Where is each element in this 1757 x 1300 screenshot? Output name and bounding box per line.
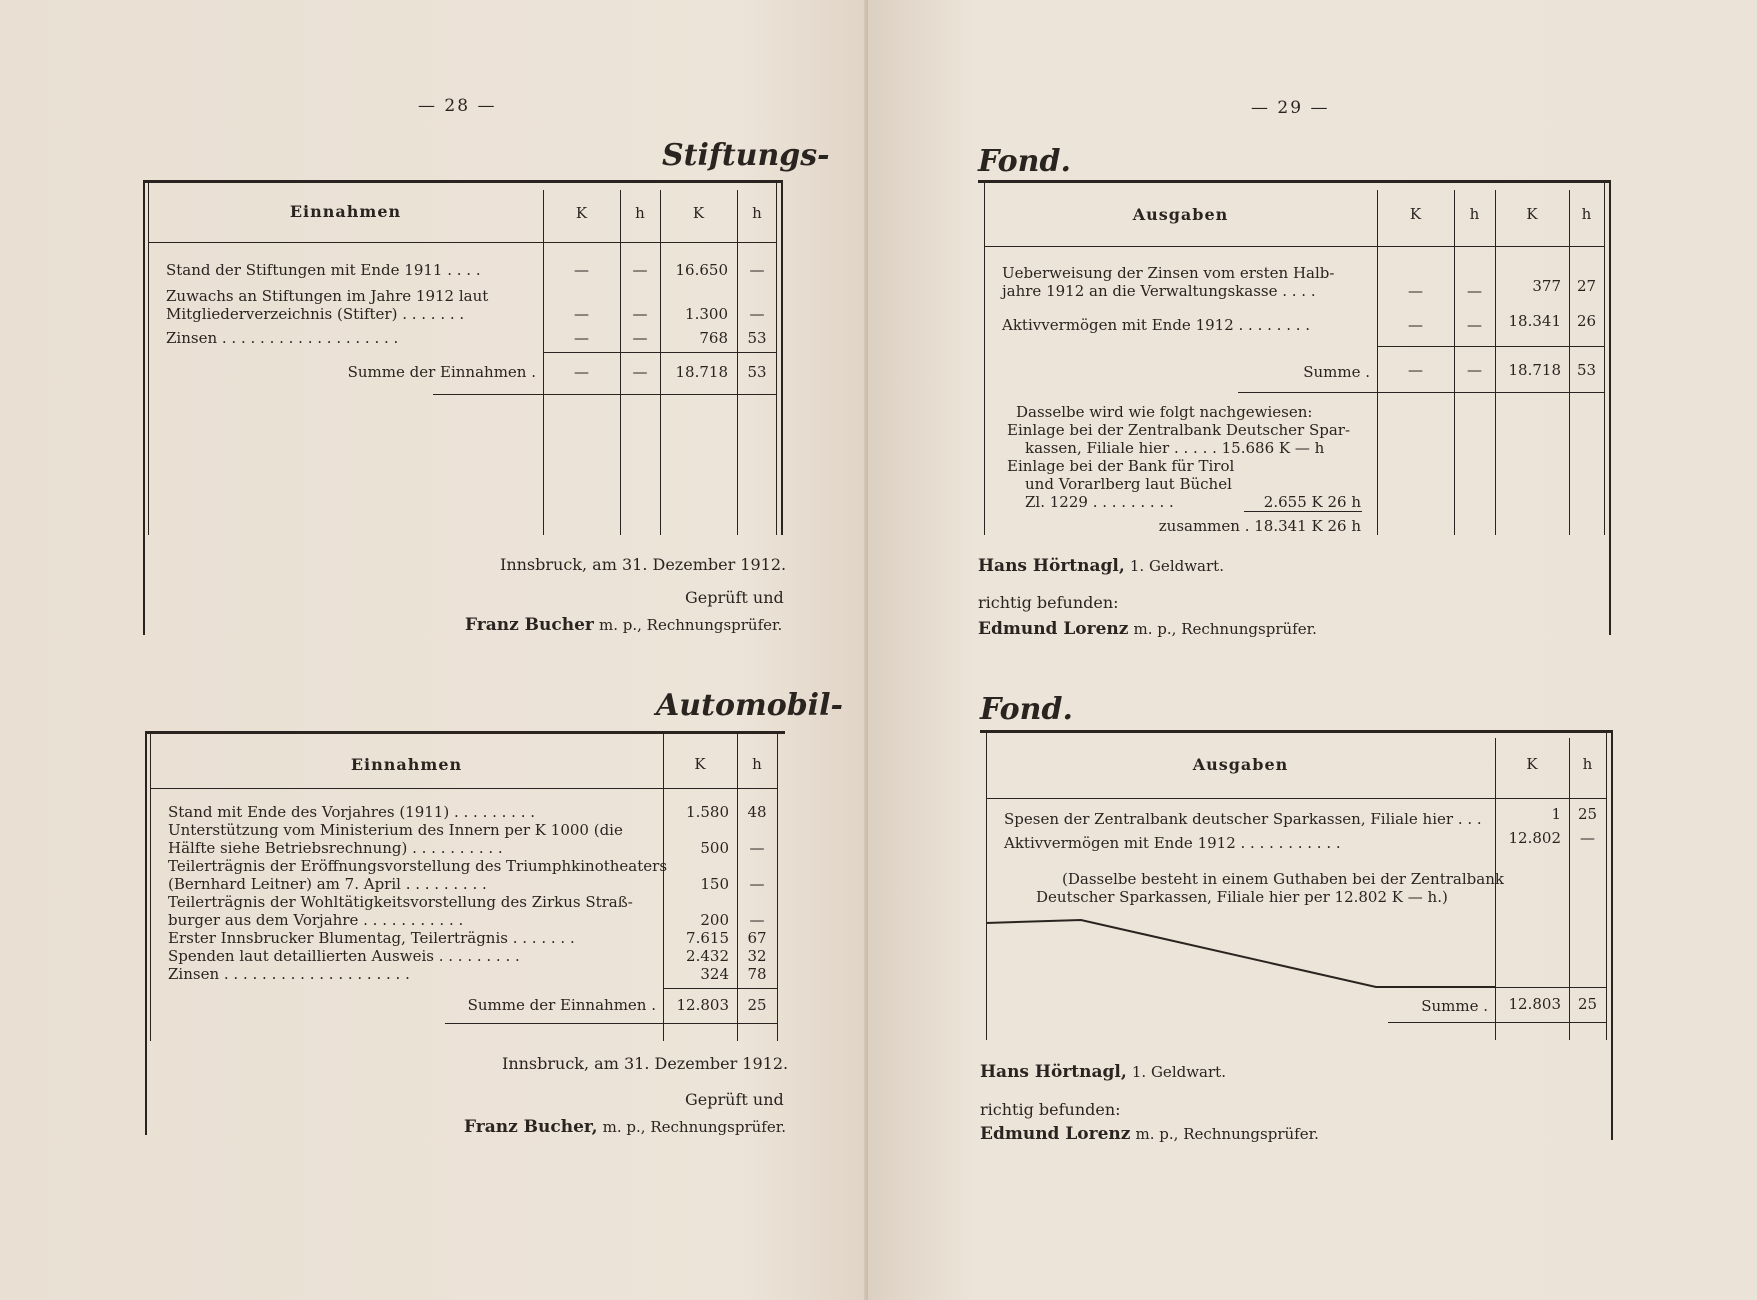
- row-label: (Bernhard Leitner) am 7. April . . . . . . . . .: [168, 875, 487, 893]
- signer-role: 1. Geldwart.: [1129, 557, 1224, 575]
- row-label: Zuwachs an Stiftungen im Jahre 1912 laut: [166, 287, 489, 305]
- cell-k: 500: [700, 839, 729, 857]
- header-ausgaben: Ausgaben: [1132, 205, 1229, 224]
- cell-k: 1.580: [686, 803, 729, 821]
- sum-k: —: [574, 363, 589, 381]
- checker-role: m. p., Rechnungsprüfer.: [1133, 620, 1317, 638]
- header-einnahmen: Einnahmen: [350, 755, 463, 774]
- signature: [464, 1117, 786, 1137]
- signature: [465, 615, 782, 635]
- cell-k: 18.341: [1508, 312, 1561, 330]
- cell-k: 1.300: [685, 305, 728, 323]
- cell-k: 377: [1532, 277, 1561, 295]
- cell-k: 1: [1551, 805, 1561, 823]
- sum-h: 53: [747, 363, 767, 381]
- sum-label: Summe der Einnahmen .: [467, 996, 656, 1014]
- page-number: — 29 —: [1251, 98, 1330, 118]
- signer-role: m. p., Rechnungsprüfer.: [598, 616, 783, 634]
- header-k: K: [694, 755, 706, 773]
- row-label: burger aus dem Vorjahre . . . . . . . . . . .: [168, 911, 464, 929]
- checked-label: Geprüft und: [685, 1090, 784, 1109]
- place-date: Innsbruck, am 31. Dezember 1912.: [502, 1054, 789, 1073]
- cell-k: 16.650: [675, 261, 728, 279]
- right-page: [868, 0, 1757, 1300]
- cell-h: —: [749, 911, 765, 929]
- sum-k: 12.803: [1508, 995, 1561, 1013]
- header-k: K: [1526, 205, 1538, 223]
- cell-k: 2.432: [686, 947, 729, 965]
- cell-h: —: [1580, 829, 1595, 847]
- cell-h: 53: [747, 329, 767, 347]
- row-label: Unterstützung vom Ministerium des Innern per K 1000 (die: [168, 821, 623, 839]
- checker-name: Edmund Lorenz: [978, 619, 1129, 639]
- signer-role: m. p., Rechnungsprüfer.: [602, 1118, 787, 1136]
- sum-h: —: [1467, 361, 1482, 379]
- detail-line: und Vorarlberg laut Büchel: [1025, 475, 1232, 493]
- signer-name: Hans Hörtnagl,: [978, 556, 1125, 576]
- section-title: Fond.: [978, 144, 1071, 179]
- note-line: Deutscher Sparkassen, Filiale hier per 12.802 K — h.): [1036, 888, 1448, 906]
- cell-h: 27: [1576, 277, 1597, 295]
- cell-h: —: [749, 839, 765, 857]
- header-h: h: [752, 204, 762, 222]
- header-h: h: [635, 204, 645, 222]
- cell-h: —: [1467, 316, 1482, 334]
- row-label: Teilerträgnis der Wohltätigkeitsvorstellung des Zirkus Straß-: [168, 893, 633, 911]
- found-correct: richtig befunden:: [980, 1100, 1121, 1119]
- cell-h: —: [632, 329, 648, 347]
- header-h: h: [1469, 205, 1480, 223]
- row-label: Spenden laut detaillierten Ausweis . . . . . . . . .: [168, 947, 520, 965]
- signature: [980, 1062, 1226, 1082]
- left-page: [0, 0, 868, 1300]
- note-line: (Dasselbe besteht in einem Guthaben bei der Zentralbank: [1062, 870, 1504, 888]
- header-einnahmen: Einnahmen: [289, 202, 402, 221]
- detail-line: 2.655 K 26 h: [1263, 493, 1361, 511]
- section-title: Stiftungs-: [662, 138, 830, 173]
- cell-h: 48: [747, 803, 767, 821]
- row-label: Aktivvermögen mit Ende 1912 . . . . . . . .: [1002, 316, 1311, 334]
- row-label: jahre 1912 an die Verwaltungskasse . . . .: [1002, 282, 1316, 300]
- checker-signature: [980, 1124, 1319, 1144]
- cell-h: 78: [747, 965, 767, 983]
- detail-total: zusammen . 18.341 K 26 h: [1158, 517, 1361, 535]
- cell-k: 7.615: [686, 929, 729, 947]
- row-label: Stand der Stiftungen mit Ende 1911 . . . .: [166, 261, 481, 279]
- cell-h: —: [749, 261, 765, 279]
- sum-label: Summe der Einnahmen .: [347, 363, 536, 381]
- detail-line: Zl. 1229 . . . . . . . . .: [1025, 493, 1174, 511]
- cell-h: 26: [1576, 312, 1597, 330]
- cell-k: —: [574, 329, 589, 347]
- signer-role: 1. Geldwart.: [1131, 1063, 1226, 1081]
- strike-through-line: [986, 915, 1506, 995]
- sum-h: —: [632, 363, 648, 381]
- found-correct: richtig befunden:: [978, 593, 1119, 612]
- row-label: Aktivvermögen mit Ende 1912 . . . . . . . . . . .: [1004, 834, 1341, 852]
- checker-signature: [978, 619, 1317, 639]
- cell-k: 150: [700, 875, 729, 893]
- row-label: Mitgliederverzeichnis (Stifter) . . . . . . .: [166, 305, 465, 323]
- cell-h: —: [1467, 282, 1482, 300]
- sum-k: —: [1408, 361, 1423, 379]
- section-title: Automobil-: [656, 688, 843, 723]
- signature: [978, 556, 1224, 576]
- detail-line: kassen, Filiale hier . . . . . 15.686 K — h: [1025, 439, 1325, 457]
- row-label: Ueberweisung der Zinsen vom ersten Halb-: [1002, 264, 1335, 282]
- sum-h: 25: [747, 996, 767, 1014]
- sum-k: 18.718: [675, 363, 728, 381]
- detail-line: Dasselbe wird wie folgt nachgewiesen:: [1016, 403, 1313, 421]
- row-label: Zinsen . . . . . . . . . . . . . . . . . . .: [166, 329, 399, 347]
- row-label: Spesen der Zentralbank deutscher Sparkassen, Filiale hier . . .: [1004, 810, 1482, 828]
- header-h: h: [1581, 205, 1592, 223]
- cell-h: —: [632, 305, 648, 323]
- sum-label: Summe .: [1303, 363, 1370, 381]
- cell-h: —: [632, 261, 648, 279]
- place-date: Innsbruck, am 31. Dezember 1912.: [500, 555, 787, 574]
- row-label: Teilerträgnis der Eröffnungsvorstellung des Triumphkinotheaters: [168, 857, 668, 875]
- header-k: K: [692, 204, 705, 222]
- cell-k: —: [1408, 282, 1423, 300]
- header-k: K: [575, 204, 588, 222]
- signer-name: Hans Hörtnagl,: [980, 1062, 1127, 1082]
- checker-name: Edmund Lorenz: [980, 1124, 1131, 1144]
- cell-k: —: [574, 261, 589, 279]
- cell-h: —: [749, 875, 765, 893]
- checked-label: Geprüft und: [685, 588, 784, 607]
- sum-k: 18.718: [1508, 361, 1561, 379]
- header-k: K: [1409, 205, 1422, 223]
- sum-h: 53: [1576, 361, 1597, 379]
- detail-line: Einlage bei der Zentralbank Deutscher Spar-: [1007, 421, 1351, 439]
- sum-label: Summe .: [1421, 997, 1488, 1015]
- cell-k: 12.802: [1508, 829, 1561, 847]
- section-title: Fond.: [980, 692, 1073, 727]
- header-ausgaben: Ausgaben: [1192, 755, 1289, 774]
- cell-k: —: [574, 305, 589, 323]
- sum-h: 25: [1577, 995, 1598, 1013]
- header-h: h: [1582, 755, 1593, 773]
- signer-name: Franz Bucher,: [464, 1117, 598, 1137]
- signer-name: Franz Bucher: [465, 615, 594, 635]
- cell-h: —: [749, 305, 765, 323]
- row-label: Hälfte siehe Betriebsrechnung) . . . . . . . . . .: [168, 839, 503, 857]
- row-label: Stand mit Ende des Vorjahres (1911) . . . . . . . . .: [168, 803, 536, 821]
- cell-h: 25: [1577, 805, 1598, 823]
- sum-k: 12.803: [676, 996, 729, 1014]
- checker-role: m. p., Rechnungsprüfer.: [1135, 1125, 1319, 1143]
- detail-line: Einlage bei der Bank für Tirol: [1007, 457, 1235, 475]
- row-label: Zinsen . . . . . . . . . . . . . . . . . . . .: [168, 965, 410, 983]
- cell-h: 32: [747, 947, 767, 965]
- cell-k: 324: [700, 965, 729, 983]
- header-k: K: [1526, 755, 1538, 773]
- cell-k: —: [1408, 316, 1423, 334]
- cell-h: 67: [747, 929, 767, 947]
- cell-k: 200: [700, 911, 729, 929]
- page-number: — 28 —: [418, 96, 497, 116]
- row-label: Erster Innsbrucker Blumentag, Teilerträgnis . . . . . . .: [168, 929, 575, 947]
- cell-k: 768: [699, 329, 728, 347]
- header-h: h: [752, 755, 762, 773]
